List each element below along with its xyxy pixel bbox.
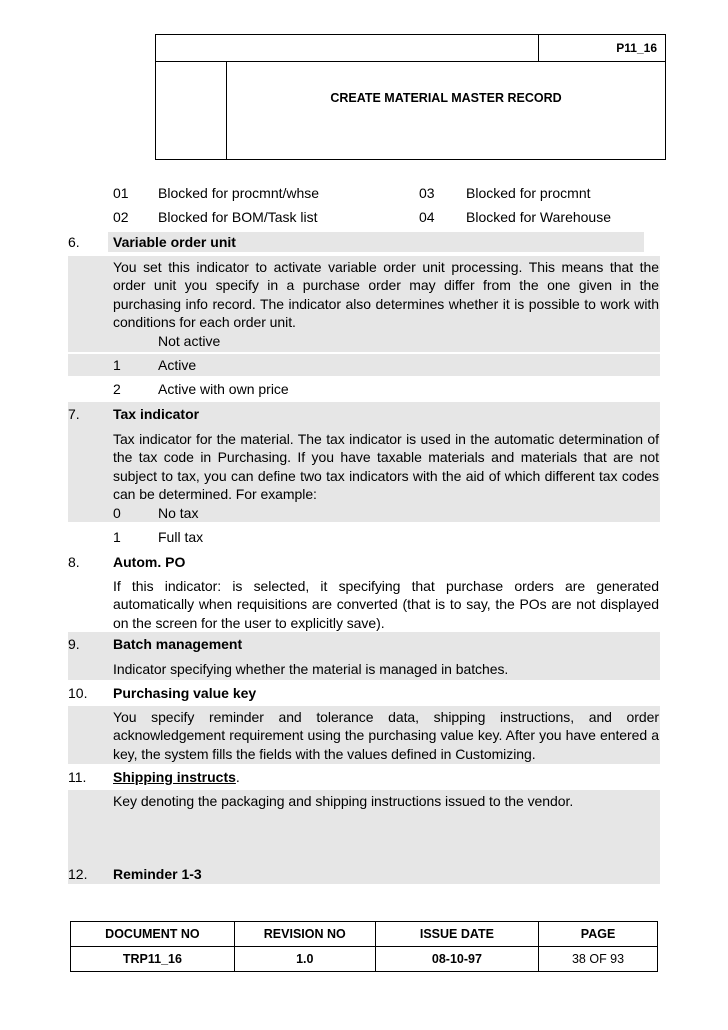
code-desc: Blocked for procmnt/whse xyxy=(158,185,320,201)
revision-number: 1.0 xyxy=(234,947,375,972)
header-divider xyxy=(226,61,227,159)
option-desc: Not active xyxy=(158,333,221,349)
code: 04 xyxy=(419,209,435,225)
section-text: Key denoting the packaging and shipping instructions issued to the vendor. xyxy=(113,793,574,809)
section-number: 7. xyxy=(68,406,80,422)
section-text: If this indicator: is selected, it specifying that purchase orders are generated automatically when requisitions are converted (that is to say, the POs are not displayed on the screen for the user to explicitly save). xyxy=(113,578,659,631)
option-code: 1 xyxy=(113,357,121,373)
section-title: Variable order unit xyxy=(113,234,236,250)
page-id: P11_16 xyxy=(616,41,657,55)
document-header xyxy=(155,34,666,160)
section-text: You set this indicator to activate variable order unit processing. This means that the order unit you specify in a purchase order may differ from the one given in the purchasing info record. The indicator also determines whether it is possible to work with conditions for each order unit. xyxy=(113,259,659,330)
section-title: Reminder 1-3 xyxy=(113,866,202,882)
option-desc: Active xyxy=(158,357,197,373)
section-title-suffix: . xyxy=(235,769,240,785)
code: 03 xyxy=(419,185,435,201)
option-desc: No tax xyxy=(158,505,199,521)
footer-header: PAGE xyxy=(539,922,658,947)
code: 02 xyxy=(113,209,129,225)
section-title-wrap xyxy=(113,768,240,786)
section-number: 6. xyxy=(68,234,80,250)
issue-date: 08-10-97 xyxy=(375,947,538,972)
section-number: 11. xyxy=(68,769,87,785)
section-number: 10. xyxy=(68,685,88,701)
section-text: Indicator specifying whether the material is managed in batches. xyxy=(113,661,509,677)
section-title: Batch management xyxy=(113,636,243,652)
document-title: CREATE MATERIAL MASTER RECORD xyxy=(330,91,562,105)
code-desc: Blocked for BOM/Task list xyxy=(158,209,318,225)
header-divider xyxy=(156,61,665,62)
footer-header: DOCUMENT NO xyxy=(71,922,235,947)
option-code: 0 xyxy=(113,505,121,521)
shading xyxy=(68,354,660,376)
section-text: You specify reminder and tolerance data, shipping instructions, and order acknowledgement requirement using the purchasing value key. After you have entered a key, the system fills the fields with the values defined in Customizing. xyxy=(113,709,659,762)
page-number: 38 OF 93 xyxy=(539,947,658,972)
footer-header: REVISION NO xyxy=(234,922,375,947)
document-footer xyxy=(70,921,658,972)
section-title: Tax indicator xyxy=(113,406,200,422)
code-desc: Blocked for Warehouse xyxy=(466,209,611,225)
footer-value-row xyxy=(71,947,658,972)
section-title: Purchasing value key xyxy=(113,685,257,701)
section-title: Autom. PO xyxy=(113,554,186,570)
code-desc: Blocked for procmnt xyxy=(466,185,591,201)
section-number: 12. xyxy=(68,866,88,882)
section-number: 9. xyxy=(68,636,80,652)
option-code: 2 xyxy=(113,381,121,397)
option-code: 1 xyxy=(113,529,121,545)
section-title: Shipping instructs xyxy=(113,769,236,785)
option-desc: Full tax xyxy=(158,529,204,545)
code: 01 xyxy=(113,185,129,201)
document-number: TRP11_16 xyxy=(71,947,235,972)
section-text: Tax indicator for the material. The tax indicator is used in the automatic determination of the tax code in Purchasing. If you have taxable materials and materials that are not subject to tax, you can define two tax indicators with the aid of which different tax codes can be determined. For example: xyxy=(113,431,659,502)
section-number: 8. xyxy=(68,554,80,570)
footer-header: ISSUE DATE xyxy=(375,922,538,947)
footer-header-row xyxy=(71,922,658,947)
option-desc: Active with own price xyxy=(158,381,289,397)
